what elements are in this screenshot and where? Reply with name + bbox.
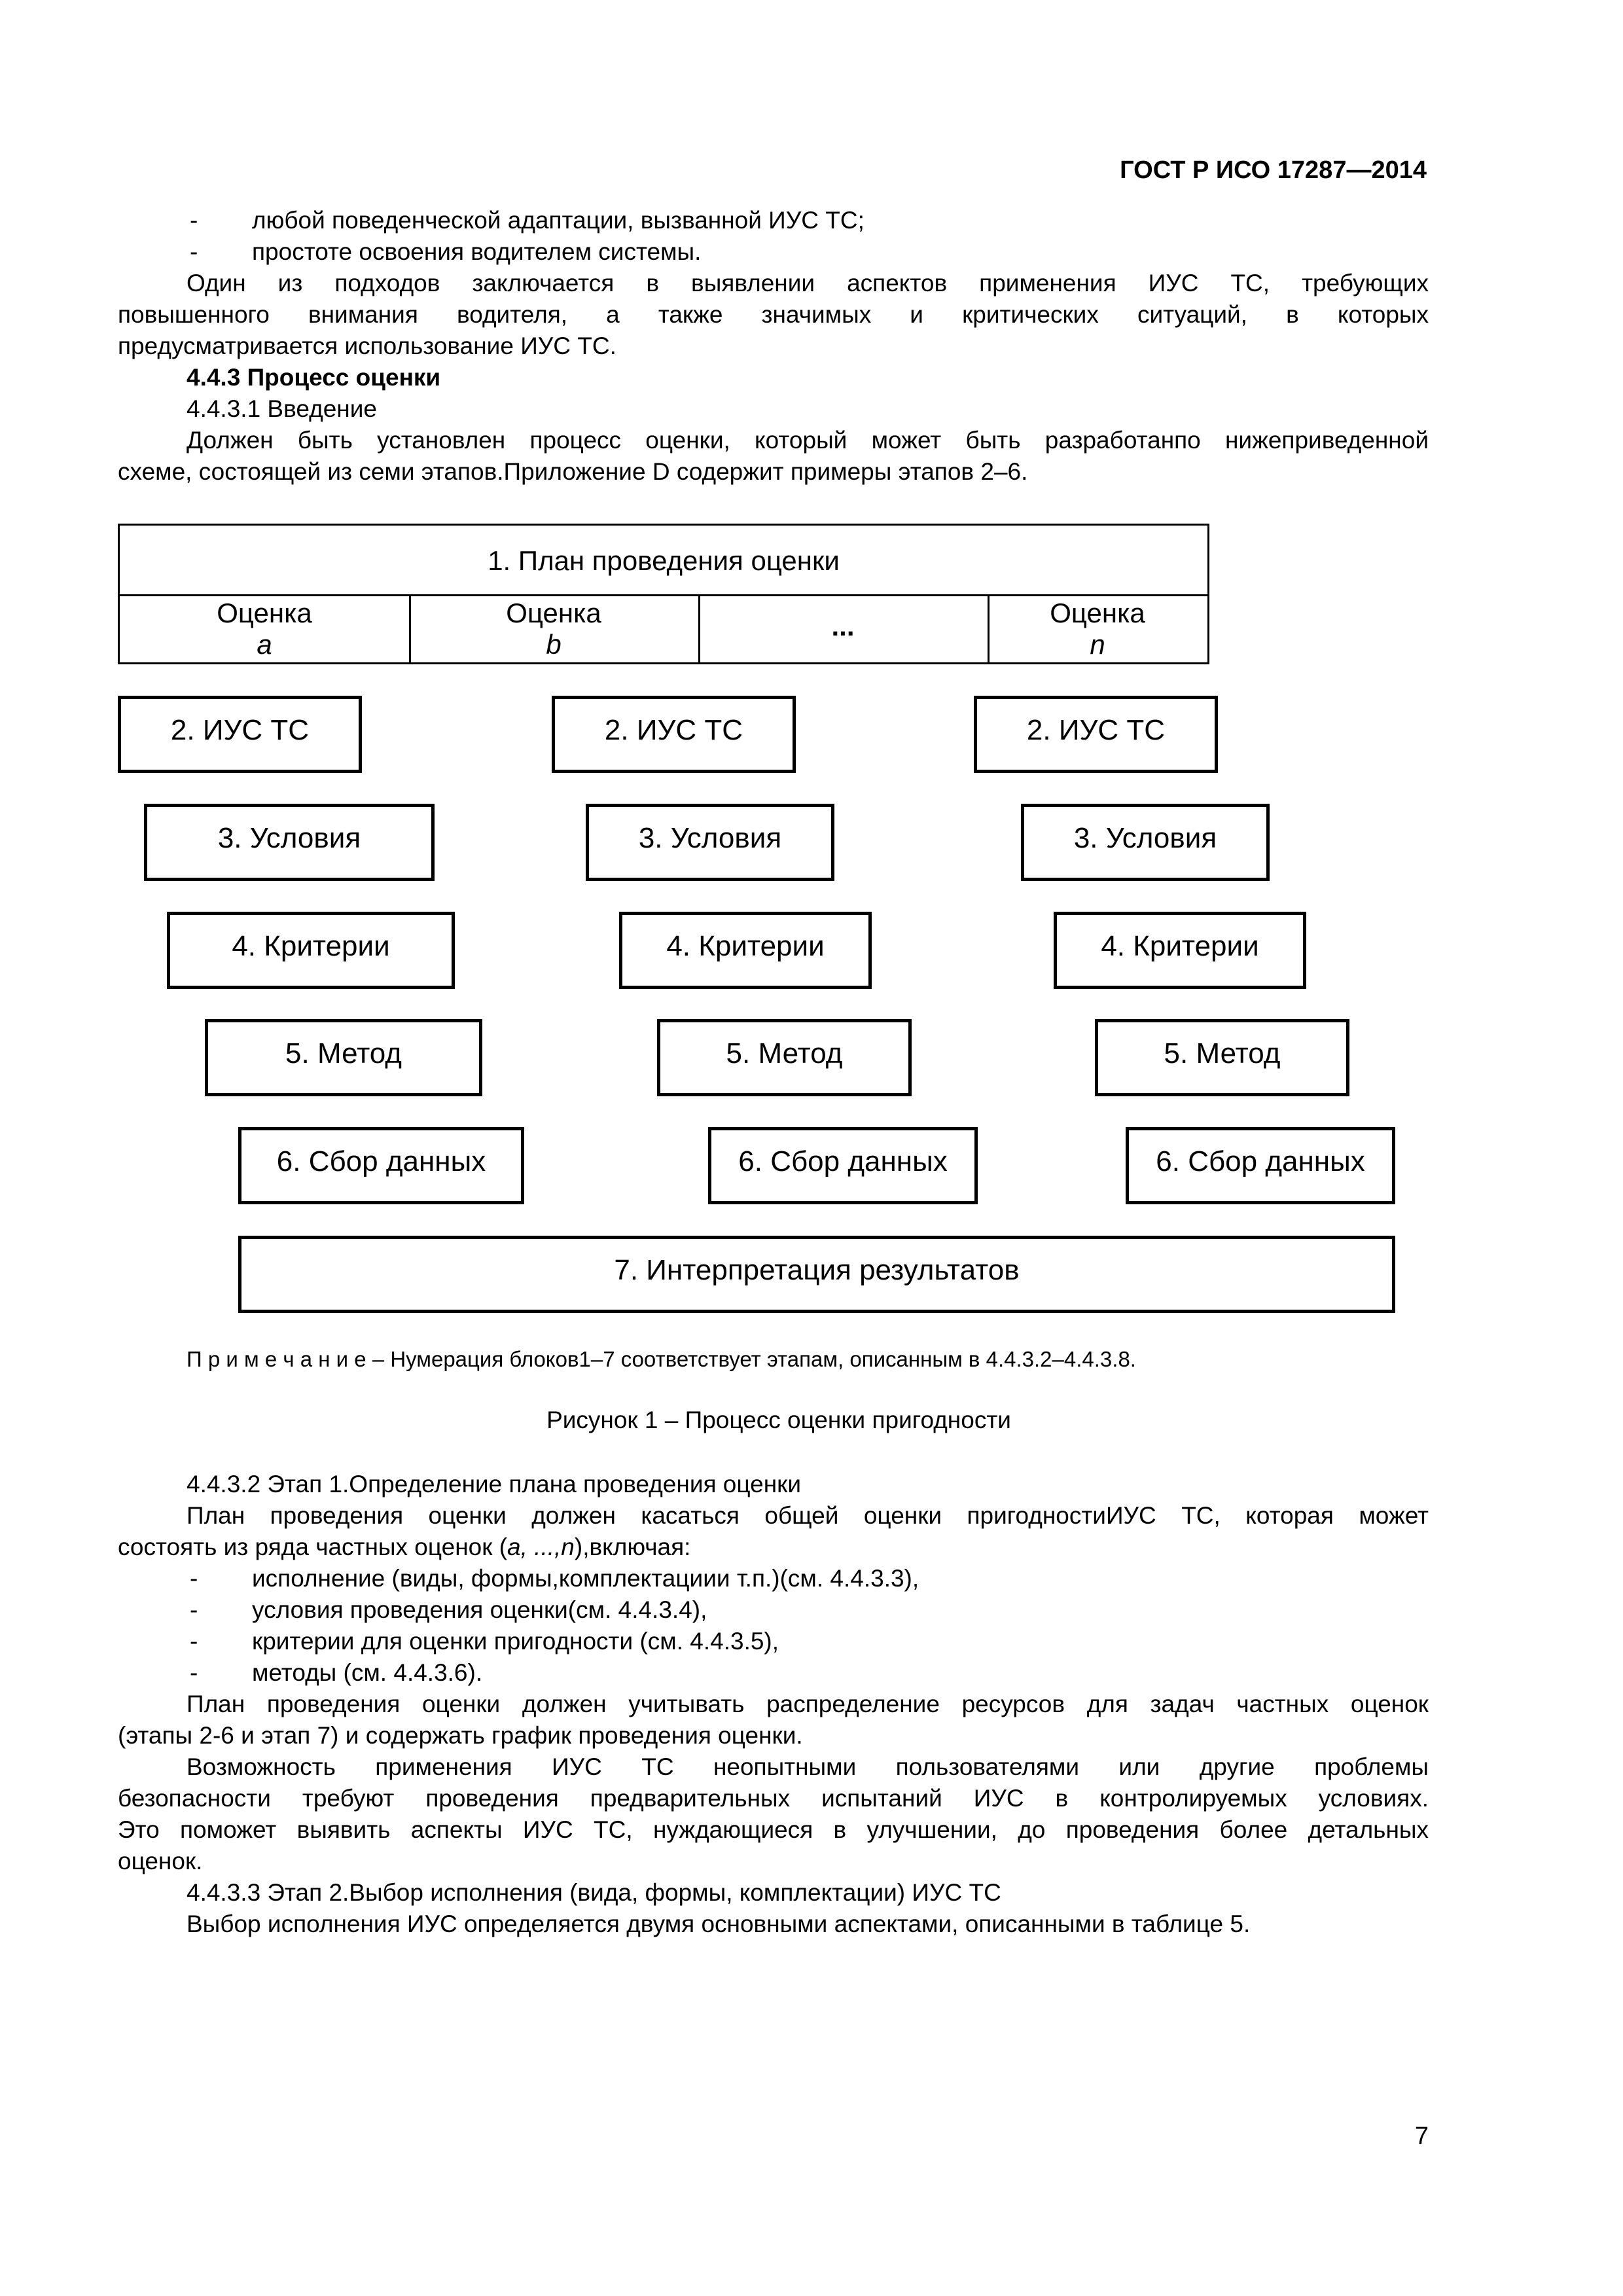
- step6-label: 6. Сбор данных: [738, 1145, 948, 1177]
- step5-label: 5. Метод: [726, 1037, 843, 1069]
- cell-ellipsis: ...: [831, 611, 855, 641]
- paragraph-line: оценок.: [118, 1848, 203, 1874]
- paragraph-line: План проведения оценки должен касаться общей оценки пригодностиИУС ТС, которая может: [187, 1502, 1429, 1529]
- bullet-dash: -: [190, 207, 198, 234]
- step6-label: 6. Сбор данных: [1156, 1145, 1365, 1177]
- paragraph-line: безопасности требуют проведения предварительных испытаний ИУС в контролируемых условиях.: [118, 1785, 1429, 1812]
- step5-label: 5. Метод: [1164, 1037, 1281, 1069]
- subsection-heading: 4.4.3.2 Этап 1.Определение плана проведения оценки: [187, 1471, 802, 1498]
- cell-word: Оценка: [217, 598, 312, 628]
- step6-label: 6. Сбор данных: [276, 1145, 486, 1177]
- subsection-heading: 4.4.3.3 Этап 2.Выбор исполнения (вида, формы, комплектации) ИУС ТС: [187, 1879, 1001, 1906]
- step3-box: [144, 804, 435, 881]
- step3-label: 3. Условия: [1073, 822, 1217, 854]
- paragraph-line: схеме, состоящей из семи этапов.Приложение D содержит примеры этапов 2–6.: [118, 458, 1028, 485]
- bullet-item: условия проведения оценки(см. 4.4.3.4),: [252, 1596, 707, 1623]
- document-header: ГОСТ Р ИСО 17287—2014: [1120, 156, 1427, 184]
- step4-label: 4. Критерии: [1101, 930, 1259, 962]
- step4-box: [1054, 912, 1306, 989]
- cell-var: n: [1090, 629, 1105, 660]
- step2-label: 2. ИУС ТС: [604, 714, 743, 746]
- bullet-dash: -: [190, 1596, 198, 1623]
- figure-caption: Рисунок 1 – Процесс оценки пригодности: [546, 1407, 1011, 1433]
- step3-box: [586, 804, 834, 881]
- step2-box: [974, 696, 1218, 773]
- cell-var: a: [257, 629, 272, 660]
- step7-box: [238, 1236, 1395, 1313]
- plan-table: [118, 524, 1209, 664]
- step3-label: 3. Условия: [638, 822, 782, 854]
- evaluation-cell-n: [988, 596, 1207, 664]
- paragraph-line: План проведения оценки должен учитывать распределение ресурсов для задач частных оценок: [187, 1691, 1429, 1717]
- bullet-item: методы (см. 4.4.3.6).: [252, 1659, 483, 1686]
- section-heading: 4.4.3 Процесс оценки: [187, 364, 441, 391]
- text-span: состоять из ряда частных оценок (: [118, 1534, 508, 1560]
- cell-word: Оценка: [1050, 598, 1145, 628]
- paragraph-line: Должен быть установлен процесс оценки, который может быть разработанпо нижеприведенной: [187, 427, 1429, 454]
- step5-box: [657, 1019, 912, 1096]
- step4-label: 4. Критерии: [232, 930, 390, 962]
- step4-label: 4. Критерии: [666, 930, 825, 962]
- paragraph-line: повышенного внимания водителя, а также значимых и критических ситуаций, в которых: [118, 301, 1429, 328]
- paragraph-line: (этапы 2-6 и этап 7) и содержать график проведения оценки.: [118, 1722, 803, 1749]
- step2-label: 2. ИУС ТС: [1026, 714, 1166, 746]
- page-number: 7: [1414, 2123, 1429, 2150]
- bullet-item: исполнение (виды, формы,комплектациии т.п.)(см. 4.4.3.3),: [252, 1565, 919, 1592]
- step2-box: [552, 696, 796, 773]
- step7-label: 7. Интерпретация результатов: [614, 1254, 1020, 1286]
- step6-box: [1126, 1127, 1395, 1204]
- paragraph-line: Выбор исполнения ИУС определяется двумя основными аспектами, описанными в таблице 5.: [187, 1910, 1251, 1937]
- cell-var: b: [546, 629, 562, 660]
- figure-note: [187, 1344, 1136, 1375]
- step2-box: [118, 696, 362, 773]
- bullet-dash: -: [190, 1628, 198, 1655]
- step4-box: [619, 912, 872, 989]
- paragraph-line: [118, 1532, 690, 1563]
- paragraph-line: предусматривается использование ИУС ТС.: [118, 332, 616, 359]
- step3-label: 3. Условия: [217, 822, 361, 854]
- bullet-item: критерии для оценки пригодности (см. 4.4.3.5),: [252, 1628, 779, 1655]
- step3-box: [1021, 804, 1270, 881]
- step4-box: [167, 912, 455, 989]
- paragraph-line: Это поможет выявить аспекты ИУС ТС, нуждающиеся в улучшении, до проведения более детальных: [118, 1816, 1429, 1843]
- step5-box: [1095, 1019, 1349, 1096]
- paragraph-line: Один из подходов заключается в выявлении аспектов применения ИУС ТС, требующих: [187, 270, 1429, 296]
- step5-label: 5. Метод: [285, 1037, 402, 1069]
- step6-box: [708, 1127, 978, 1204]
- note-text: – Нумерация блоков1–7 соответствует этапам, описанным в 4.4.3.2–4.4.3.8.: [366, 1347, 1136, 1371]
- plan-title: 1. План проведения оценки: [488, 545, 840, 576]
- bullet-dash: -: [190, 238, 198, 265]
- step6-box: [238, 1127, 524, 1204]
- cell-word: Оценка: [506, 598, 601, 628]
- step2-label: 2. ИУС ТС: [170, 714, 310, 746]
- text-span-italic: a, ...,n: [507, 1534, 575, 1560]
- subsection-heading: 4.4.3.1 Введение: [187, 395, 377, 422]
- bullet-dash: -: [190, 1659, 198, 1686]
- evaluation-cell-ellipsis: [698, 596, 988, 664]
- evaluation-cell-a: [120, 596, 409, 664]
- step5-box: [205, 1019, 482, 1096]
- bullet-item: простоте освоения водителем системы.: [252, 238, 702, 265]
- note-label: П р и м е ч а н и е: [187, 1347, 366, 1371]
- text-span: ),включая:: [574, 1534, 691, 1560]
- evaluation-cell-b: [409, 596, 698, 664]
- bullet-dash: -: [190, 1565, 198, 1592]
- paragraph-line: Возможность применения ИУС ТС неопытными пользователями или другие проблемы: [187, 1753, 1429, 1780]
- bullet-item: любой поведенческой адаптации, вызванной ИУС ТС;: [252, 207, 865, 234]
